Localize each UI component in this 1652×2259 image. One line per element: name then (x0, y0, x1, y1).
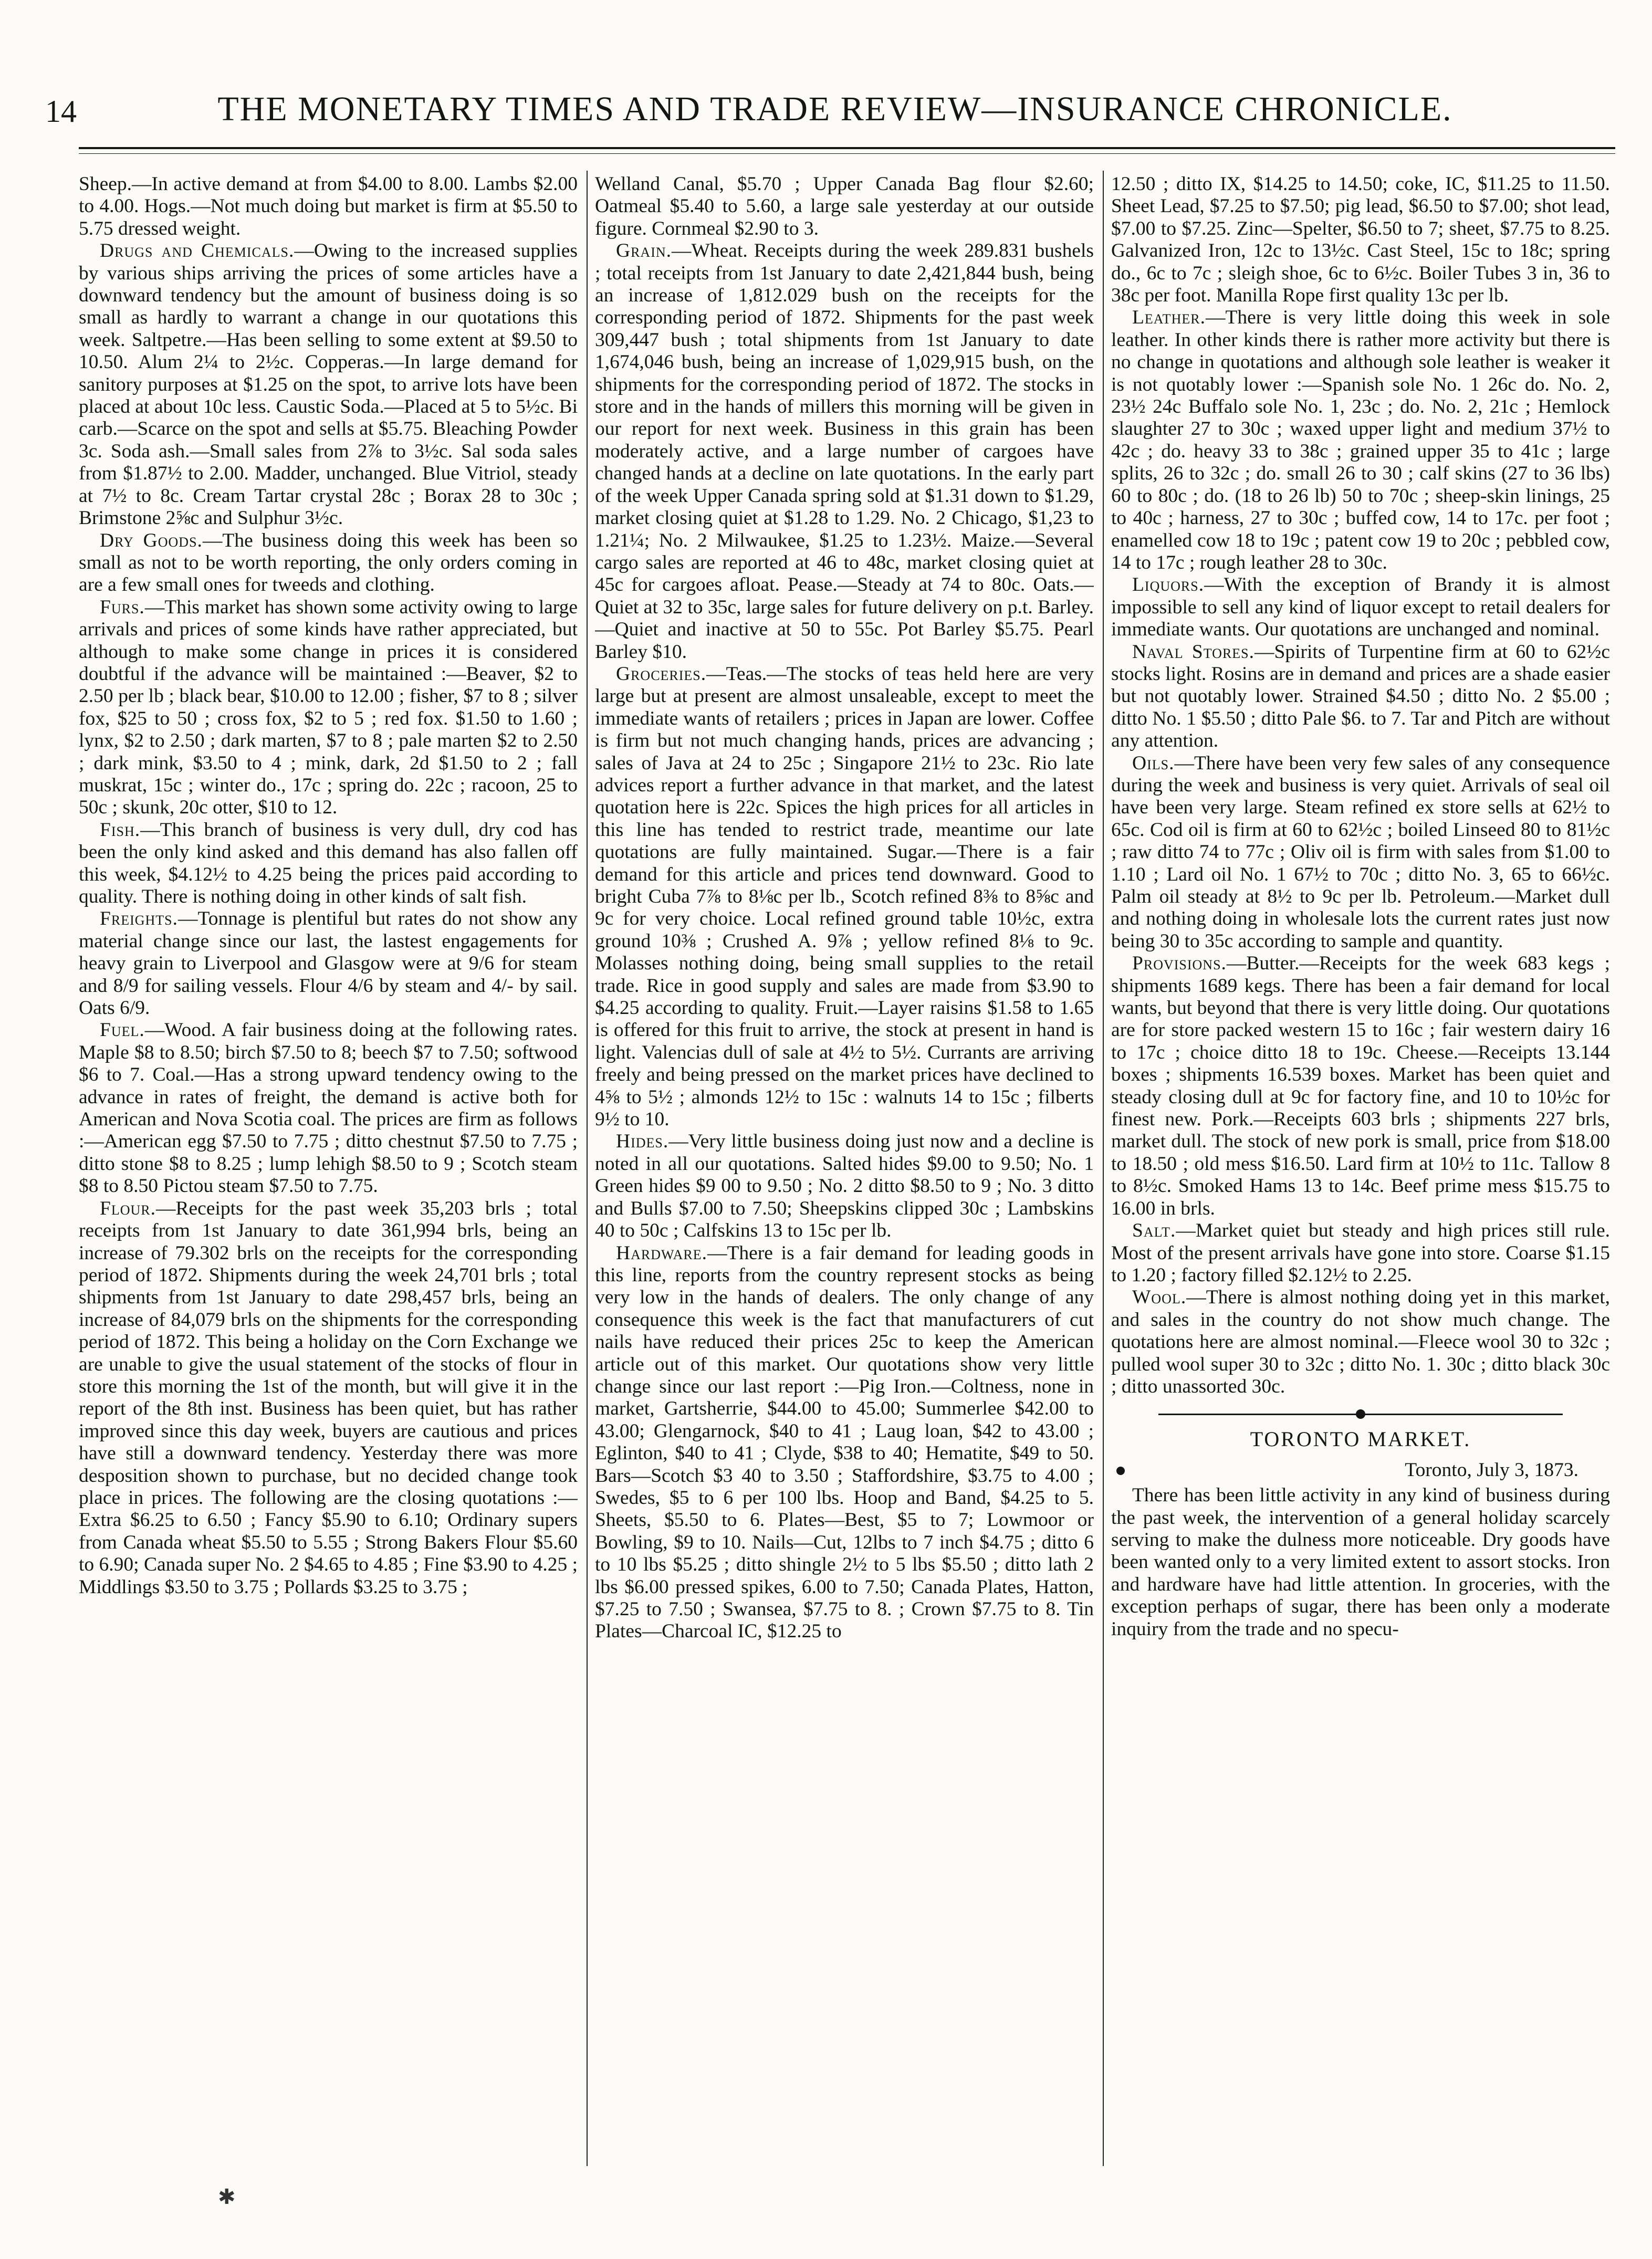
section-heading: Leather. (1132, 307, 1206, 329)
paragraph-flour (79, 1198, 578, 1598)
paragraph-body: —Very little business doing just now and a decline is noted in all our quotations. Salted hides $9.00 to 9.50; No. 1 Green hides $9 00 to 9.50 ; No. 2 ditto $8.50 to 9 ; No. 3 ditto and Bulls $7.00 to 7.50; Sheepskins clipped 30c ; Lambskins 40 to 50c ; Calfskins 13 to 15c per lb. (595, 1131, 1094, 1242)
paragraph-body: —There is almost nothing doing yet in this market, and sales in the country do not show much change. The quotations here are almost nominal.—Fleece wool 30 to 32c ; pulled wool super 30 to 32c ; ditto No. 1. 30c ; ditto black 30c ; ditto unassorted 30c. (1111, 1287, 1610, 1397)
running-head: THE MONETARY TIMES AND TRADE REVIEW—INSURANCE CHRONICLE. (217, 90, 1452, 128)
paragraph-hides (595, 1131, 1094, 1242)
section-divider-ornament (1111, 1409, 1610, 1419)
section-heading: Fish. (100, 819, 141, 841)
paragraph-liquors (1111, 574, 1610, 641)
divider-bar (1363, 1414, 1563, 1415)
paragraph-groceries (595, 663, 1094, 1131)
paragraph-body: —Receipts for the past week 35,203 brls ; total receipts from 1st January to date 361,994 brls, being an increase of 79.302 brls on the receipts for the corresponding period of 1872. Shipments during the week 24,701 brls ; total shipments from 1st January to date 298,457 brls, being an increase of 84,079 brls on the shipments for the corresponding period of 1872. This being a holiday on the Corn Exchange we are unable to give the usual statement of the stocks of flour in store this morning the 1st of the month, but will give it in the report of the 8th inst. Business has been quiet, but has rather improved since this day week, buyers are cautious and prices have still a downward tendency. Yesterday there was more desposition shown to purchase, but no decided change took place in prices. The following are the closing quotations :—Extra $6.25 to 6.50 ; Fancy $5.90 to 6.10; Ordinary supers from Canada wheat $5.50 to 5.55 ; Strong Bakers Flour $5.60 to 6.90; Canada super No. 2 $4.65 to 4.85 ; Fine $3.90 to 4.25 ; Middlings $3.50 to 3.75 ; Pollards $3.25 to 3.75 ; (79, 1197, 578, 1598)
section-heading: Hides. (616, 1131, 669, 1153)
column-3 (1111, 173, 1610, 2095)
paragraph-leather (1111, 307, 1610, 574)
paragraph-grain (595, 240, 1094, 663)
paragraph-body: —This market has shown some activity owing to large arrivals and prices of some kinds have rather appreciated, but although to make some change in prices it is considered doubtful if the advance will be maintained :—Beaver, $2 to 2.50 per lb ; black bear, $10.00 to 12.00 ; fisher, $7 to 8 ; silver fox, $25 to 50 ; cross fox, $2 to 5 ; red fox. $1.50 to 1.60 ; lynx, $2 to 2.50 ; dark marten, $7 to 8 ; pale marten $2 to 2.50 ; dark mink, $3.50 to 4 ; mink, dark, 2d $1.50 to 2 ; fall muskrat, 15c ; winter do., 17c ; spring do. 22c ; racoon, 25 to 50c ; skunk, 20c otter, $10 to 12. (79, 596, 578, 819)
section-heading: Hardware. (616, 1242, 708, 1264)
paragraph-body: —There is very little doing this week in sole leather. In other kinds there is rather more activity but there is no change in quotations and although sole leather is weaker it is not quotably lower :—Spanish sole No. 1 26c do. No. 2, 23½ 24c Buffalo sole No. 1, 23c ; do. No. 2, 21c ; Hemlock slaughter 27 to 30c ; waxed upper light and medium 37½ to 42c ; do. heavy 33 to 38c ; grained upper 35 to 41c ; large splits, 26 to 32c ; do. small 26 to 30 ; calf skins (27 to 36 lbs) 60 to 80c ; do. (18 to 26 lb) 50 to 70c ; sheep-skin linings, 25 to 40c ; harness, 27 to 30c ; buffed cow, 14 to 17c. per foot ; enamelled cow 18 to 19c ; patent cow 19 to 20c ; pebbled cow, 14 to 17c ; rough leather 28 to 30c. (1111, 307, 1610, 573)
section-heading: Freights. (100, 908, 179, 930)
header-rule-thin (79, 153, 1615, 154)
page-number: 14 (45, 94, 77, 129)
paragraph-body: —Owing to the increased supplies by various ships arriving the prices of some articles have a downward tendency but the amount of business doing is so small as hardly to warrant a change in our quotations this week. Saltpetre.—Has been selling to some extent at $9.50 to 10.50. Alum 2¼ to 2½c. Copperas.—In large demand for sanitory purposes at $1.25 on the spot, to arrive lots have been placed at about 10c less. Caustic Soda.—Placed at 5 to 5½c. Bi carb.—Scarce on the spot and sells at $5.75. Bleaching Powder 3c. Soda ash.—Small sales from 2⅞ to 3½c. Sal soda sales from $1.87½ to 2.00. Madder, unchanged. Blue Vitriol, steady at 7½ to 8c. Cream Tartar crystal 28c ; Borax 28 to 30c ; Brimstone 2⅝c and Sulphur 3½c. (79, 240, 578, 529)
paragraph-freights (79, 908, 578, 1019)
paragraph-body: —Spirits of Turpentine firm at 60 to 62½c stocks light. Rosins are in demand and prices are a shade easier but not quotably lower. Strained $4.50 ; ditto No. 2 $5.00 ; ditto No. 1 $5.50 ; ditto Pale $6. to 7. Tar and Pitch are without any attention. (1111, 641, 1610, 752)
section-heading: Oils. (1132, 752, 1175, 774)
paragraph-wool (1111, 1287, 1610, 1398)
paragraph-body: —There is a fair demand for leading goods in this line, reports from the country represent stocks as being very low in the hands of dealers. The only change of any consequence this week is the fact that manufacturers of cut nails have reduced their prices 25c to keep the American article out of this market. Our quotations show very little change since our last report :—Pig Iron.—Coltness, none in market, Gartsherrie, $44.00 to 45.00; Summerlee $42.00 to 43.00; Glengarnock, $40 to 41 ; Laug loan, $42 to 43.00 ; Eglinton, $40 to 41 ; Clyde, $38 to 40; Hematite, $49 to 50. Bars—Scotch $3 40 to 3.50 ; Staffordshire, $3.75 to 4.00 ; Swedes, $5 to 6 per 100 lbs. Hoop and Band, $4.25 to 5. Sheets, $5.50 to 6. Plates—Best, $5 to 7; Lowmoor or Bowling, $9 to 10. Nails—Cut, 12lbs to 7 inch $4.75 ; ditto 6 to 10 lbs $5.25 ; ditto shingle 2½ to 5 lbs $5.50 ; ditto lath 2 lbs $6.00 pressed spikes, 6.00 to 7.50; Canada Plates, Hatton, $7.25 to 7.50 ; Swansea, $7.75 to 8. ; Crown $7.75 to 8. Tin Plates—Charcoal IC, $12.25 to (595, 1242, 1094, 1643)
divider-bar (1158, 1414, 1358, 1415)
section-heading: Naval Stores. (1132, 641, 1255, 663)
column-rule-2 (1103, 171, 1104, 2166)
paragraph-naval-stores (1111, 641, 1610, 752)
header-rule (79, 147, 1615, 149)
paragraph-fish (79, 819, 578, 908)
column-rule-1 (587, 171, 588, 2166)
section-heading: Provisions. (1132, 953, 1227, 975)
paragraph-toronto: There has been little activity in any kind of business during the past week, the intervention of a general holiday scarcely serving to make the dulness more noticeable. Dry goods have been wanted only to a very limited extent to assort stocks. Iron and hardware have had little attention. In groceries, with the exception perhaps of sugar, there has been only a moderate inquiry from the trade and no specu- (1111, 1484, 1610, 1640)
paragraph-body: —Wheat. Receipts during the week 289.831 bushels ; total receipts from 1st January to date 2,421,844 bush, being an increase of 1,812.029 bush on the receipts for the corresponding period of 1872. Shipments for the past week 309,447 bush ; total shipments from 1st January to date 1,674,046 bush, being an increase of 1,029,915 bush, on the shipments for the corresponding period of 1872. The stocks in store and in the hands of millers this morning will be given in our report for next week. Business in this grain has been moderately active, and a large number of cargoes have changed hands at a decline on late quotations. In the early part of the week Upper Canada spring sold at $1.31 down to $1.29, market closing quiet at $1.28 to 1.29. No. 2 Chicago, $1,23 to 1.21¼; No. 2 Milwaukee, $1.25 to 1.23½. Maize.—Several cargo sales are reported at 46 to 48c, market closing quiet at 45c for cargoes afloat. Pease.—Steady at 74 to 80c. Oats.—Quiet at 32 to 35c, large sales for future delivery on p.t. Barley.—Quiet and inactive at 50 to 55c. Pot Barley $5.75. Pearl Barley $10. (595, 240, 1094, 663)
section-heading: Grain. (616, 240, 672, 262)
paragraph-hardware (595, 1242, 1094, 1643)
section-heading: Dry Goods. (100, 529, 203, 551)
toronto-dateline (1111, 1459, 1610, 1481)
paragraph-body: —Butter.—Receipts for the week 683 kegs ; shipments 1689 kegs. There has been a fair demand for local wants, but beyond that there is very little doing. Our quotations are for store packed western 15 to 16c ; fair western dairy 16 to 17c ; choice ditto 18 to 19c. Cheese.—Receipts 13.144 boxes ; shipments 16.539 boxes. Market has been quiet and steady closing dull at 9c for factory fine, and 10 to 10½c for finest new. Pork.—Receipts 603 brls ; shipments 227 brls, market dull. The stock of new pork is small, price from $18.00 to 18.50 ; old mess $16.50. Lard firm at 10½ to 11c. Tallow 8 to 8½c. Smoked Hams 13 to 14c. Beef prime mess $15.75 to 16.00 in brls. (1111, 953, 1610, 1219)
section-heading: Flour. (100, 1197, 156, 1219)
bullet-dot-icon (1116, 1467, 1125, 1475)
section-heading: Wool. (1132, 1287, 1187, 1309)
paragraph-dry-goods (79, 530, 578, 597)
paragraph-provisions (1111, 953, 1610, 1220)
paragraph-drugs (79, 240, 578, 529)
paragraph-body: —Market quiet but steady and high prices still rule. Most of the present arrivals have gone into store. Coarse $1.15 to 1.20 ; factory filled $2.12½ to 2.25. (1111, 1220, 1610, 1286)
paragraph-body: —There have been very few sales of any consequence during the week and business is very quiet. Arrivals of seal oil have been very large. Steam refined ex store sells at 62½ to 65c. Cod oil is firm at 60 to 62½c ; boiled Linseed 80 to 81½c ; raw ditto 74 to 77c ; Oliv oil is firm with sales from $1.00 to 1.10 ; Lard oil No. 1 67½ to 70c ; ditto No. 3, 65 to 66½c. Palm oil steady at 8½ to 9c per lb. Petroleum.—Market dull and nothing doing in wholesale lots the current rates just now being 30 to 35c according to sample and quantity. (1111, 752, 1610, 952)
dateline-text: Toronto, July 3, 1873. (1405, 1459, 1578, 1481)
section-heading: Groceries. (616, 663, 707, 685)
section-heading: Drugs and Chemicals. (100, 240, 295, 262)
section-heading: Fuel. (100, 1019, 145, 1041)
column-2 (595, 173, 1094, 2095)
paragraph-flour-continued: Welland Canal, $5.70 ; Upper Canada Bag flour $2.60; Oatmeal $5.40 to 5.60, a large sale yesterday at our outside figure. Cornmeal $2.90 to 3. (595, 173, 1094, 239)
section-heading: Furs. (100, 596, 145, 618)
paragraph-sheep: Sheep.—In active demand at from $4.00 to 8.00. Lambs $2.00 to 4.00. Hogs.—Not much doing but market is firm at $5.50 to 5.75 dressed weight. (79, 173, 578, 239)
paragraph-body: —Wood. A fair business doing at the following rates. Maple $8 to 8.50; birch $7.50 to 8; beech $7 to 7.50; softwood $6 to 7. Coal.—Has a strong upward tendency owing to the advance in rates of freight, the demand is active both for American and Nova Scotia coal. The prices are firm as follows :—American egg $7.50 to 7.75 ; ditto chestnut $7.50 to 7.75 ; ditto stone $8 to 8.25 ; lump lehigh $8.50 to 9 ; Scotch steam $8 to 8.50 Pictou steam $7.50 to 7.75. (79, 1019, 578, 1197)
paragraph-body: —With the exception of Brandy it is almost impossible to sell any kind of liquor except to retail dealers for immediate wants. Our quotations are unchanged and nominal. (1111, 574, 1610, 641)
paragraph-furs (79, 597, 578, 819)
paragraph-body: —The business doing this week has been so small as not to be worth reporting, the only orders coming in are a few small ones for tweeds and clothing. (79, 529, 578, 596)
column-1 (79, 173, 578, 2095)
ink-smudge-icon: ✱ (218, 2185, 236, 2209)
paragraph-body: —This branch of business is very dull, dry cod has been the only kind asked and this demand has also fallen off this week, $4.12½ to 4.25 being the prices paid according to quality. There is nothing doing in other kinds of salt fish. (79, 819, 578, 907)
section-heading: Liquors. (1132, 574, 1205, 596)
paragraph-body: —Teas.—The stocks of teas held here are very large but at present are almost unsaleable, except to meet the immediate wants of retailers ; prices in Japan are lower. Coffee is firm but not much changing hands, prices are advancing ; sales of Java at 24 to 25c ; Singapore 21½ to 23c. Rio late advices report a further advance in that market, and the latest quotation here is 22c. Spices the high prices for all articles in this line has tended to restrict trade, meantime our late quotations are fully maintained. Sugar.—There is a fair demand for this article and prices tend downward. Good to bright Cuba 7⅞ to 8⅛c per lb., Scotch refined 8⅜ to 8⅝c and 9c for very choice. Local refined ground table 10½c, extra ground 10⅜ ; Crushed A. 9⅞ ; yellow refined 8⅛ to 9c. Molasses nothing doing, being small supplies to the retail trade. Rice in good supply and sales are made from $3.90 to $4.25 according to quality. Fruit.—Layer raisins $1.58 to 1.65 is offered for this fruit to arrive, the stock at present in hand is light. Valencias dull of sale at 4½ to 5½. Currants are arriving freely and being pressed on the market prices have declined to 4⅝ to 5½ ; almonds 12½ to 15c : walnuts 14 to 15c ; filberts 9½ to 10. (595, 663, 1094, 1131)
toronto-market-title: TORONTO MARKET. (1250, 1427, 1471, 1451)
paragraph-hardware-continued: 12.50 ; ditto IX, $14.25 to 14.50; coke, IC, $11.25 to 11.50. Sheet Lead, $7.25 to $7.50; pig lead, $6.50 to $7.00; shot lead, $7.00 to $7.25. Zinc—Spelter, $6.50 to 7; sheet, $7.75 to 8.25. Galvanized Iron, 12c to 13½c. Cast Steel, 15c to 18c; spring do., 6c to 7c ; sleigh shoe, 6c to 6½c. Boiler Tubes 3 in, 36 to 38c per foot. Manilla Rope first quality 13c per lb. (1111, 173, 1610, 307)
paragraph-fuel (79, 1019, 578, 1197)
paragraph-salt (1111, 1220, 1610, 1287)
paragraph-body: —Tonnage is plentiful but rates do not show any material change since our last, the lastest engagements for heavy grain to Liverpool and Glasgow were at 9/6 for steam and 8/9 for sailing vessels. Flour 4/6 by steam and 4/- by sail. Oats 6/9. (79, 908, 578, 1019)
section-heading: Salt. (1132, 1220, 1176, 1242)
paragraph-oils (1111, 752, 1610, 953)
